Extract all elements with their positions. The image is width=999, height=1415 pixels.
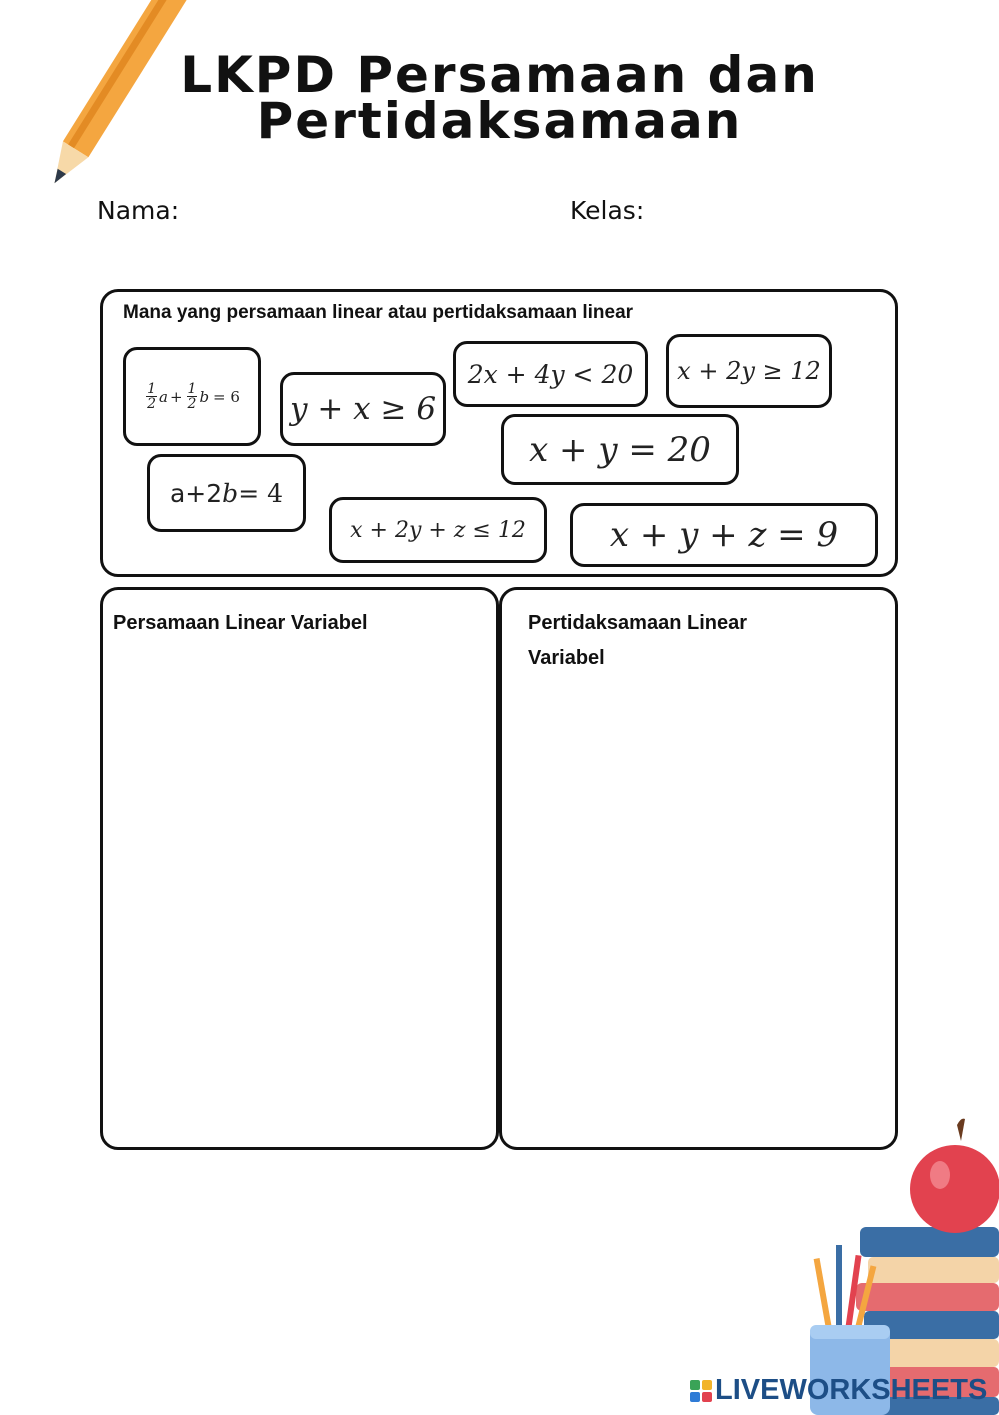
liveworksheets-logo-icon	[690, 1380, 712, 1402]
equation-chip-x-plus-y-plus-z-eq-9[interactable]	[570, 503, 878, 567]
left-column-title: Persamaan Linear Variabel	[113, 612, 368, 634]
equation-text: x + 2y + z ≤ 12	[350, 517, 526, 543]
right-column-title	[528, 606, 747, 676]
title-line-1: LKPD Persamaan dan	[180, 46, 819, 104]
equation-text: y + x ≥ 6	[289, 391, 437, 427]
variable-a: a	[158, 387, 168, 406]
equation-chip-a-plus-2b-eq-4[interactable]	[147, 454, 306, 532]
class-label: Kelas:	[570, 196, 645, 225]
plus-sign: +	[169, 387, 183, 406]
equation-chip-x-plus-y-eq-20[interactable]	[501, 414, 739, 485]
variable-b: b	[199, 387, 210, 406]
equation-text: x + 2y ≥ 12	[677, 357, 821, 385]
equation-text: x + y = 20	[529, 429, 711, 470]
equation-chip-half-a-half-b[interactable]	[123, 347, 261, 446]
equation-chip-y-plus-x-ge-6[interactable]	[280, 372, 446, 446]
right-title-line-1: Pertidaksamaan Linear	[528, 612, 747, 634]
equation-suffix: = 4	[238, 478, 283, 508]
brand-text: LIVEWORKSHEETS	[715, 1374, 988, 1406]
question-prompt: Mana yang persamaan linear atau pertidaksamaan linear	[123, 302, 634, 323]
equation-variable: b	[222, 478, 239, 508]
name-label: Nama:	[97, 196, 180, 225]
title-line-2: Pertidaksamaan	[256, 92, 743, 150]
equation-chip-x-plus-2y-plus-z-le-12[interactable]	[329, 497, 547, 563]
books-apple-illustration-icon	[800, 1115, 999, 1415]
fraction-2-numerator: 1	[187, 381, 197, 397]
fraction-1-numerator: 1	[147, 381, 156, 397]
fraction-2-denominator: 2	[187, 396, 197, 412]
fraction-1-denominator: 2	[147, 396, 156, 412]
rhs-value: = 6	[213, 387, 240, 406]
equation-prefix: a+2	[169, 478, 223, 508]
equation-text: x + y + z = 9	[609, 515, 839, 555]
right-title-line-2: Variabel	[528, 647, 605, 669]
equation-text: 2x + 4y < 20	[467, 359, 634, 389]
page-title	[0, 46, 999, 150]
equation-chip-2x-plus-4y-lt-20[interactable]	[453, 341, 648, 407]
liveworksheets-logo[interactable]	[690, 1374, 987, 1407]
equation-chip-x-plus-2y-ge-12[interactable]	[666, 334, 832, 408]
drop-zone-persamaan[interactable]	[100, 587, 499, 1150]
